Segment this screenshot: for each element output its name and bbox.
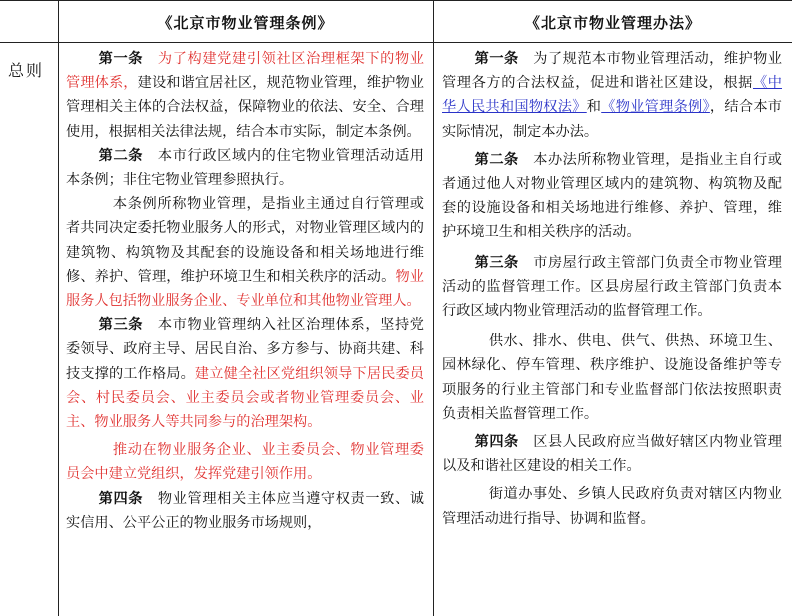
article-text: 建设和谐宜居社区，规范物业管理，维护物业管理相关主体的合法权益，保障物业的依法、安全、合理使用，根据相关法律法规，结合本市实际，制定本条例。 — [66, 75, 424, 140]
article-text: 区县人民政府应当做好辖区内物业管理以及和谐社区建设的相关工作。 — [442, 434, 782, 475]
property-management-regulation-link[interactable]: 《物业管理条例》 — [601, 99, 710, 116]
article-text: 本办法所称物业管理，是指业主自行或者通过他人对物业管理区域内的建筑物、构筑物及配套的设施设备和相关场地进行维修、养护、管理，维护环境卫生和相关秩序的活动。 — [442, 151, 782, 241]
article-text: 本市行政区域内的住宅物业管理活动适用本条例；非住宅物业管理参照执行。 — [66, 147, 424, 189]
highlighted-change: 建立健全社区党组织领导下居民委员会、村民委员会、业主委员会或者物业管理委员会、业主、物业服务人等共同参与的治理架构。 — [66, 365, 424, 431]
right-article-4 — [442, 430, 782, 478]
left-article-4 — [66, 487, 424, 535]
left-article-3-paragraph-2 — [66, 438, 424, 486]
article-title: 第三条 — [98, 317, 144, 334]
article-title: 第三条 — [474, 254, 519, 271]
article-title: 第四条 — [474, 434, 519, 451]
left-article-2 — [66, 144, 424, 192]
highlighted-change: 推动在物业服务企业、业主委员会、物业管理委员会中建立党组织，发挥党建引领作用。 — [66, 442, 424, 483]
article-title: 第二条 — [474, 151, 519, 168]
left-article-2-paragraph-2 — [66, 192, 424, 313]
article-title: 第四条 — [98, 490, 144, 507]
left-article-1 — [66, 47, 424, 144]
left-column-header: 《北京市物业管理条例》 — [157, 14, 334, 32]
right-article-3 — [442, 251, 782, 324]
article-text: 市房屋行政主管部门负责全市物业管理活动的监督管理工作。区县房屋行政主管部门负责本行政区域内物业管理活动的监督管理工作。 — [442, 254, 782, 320]
article-text: 供水、排水、供电、供气、供热、环境卫生、园林绿化、停车管理、秩序维护、设施设备维护等专项服务的行业主管部门和专业监督部门依法按照职责负责相关监督管理工作。 — [442, 333, 782, 422]
civil-property-law-link[interactable]: 《中华人民共和国物权法》 — [442, 75, 782, 116]
right-column-text — [442, 47, 782, 531]
right-article-2 — [442, 148, 782, 245]
category-column-border — [58, 0, 59, 616]
article-text: 为了规范本市物业管理活动，维护物业管理各方的合法权益，促进和谐社区建设，根据 — [442, 51, 782, 92]
article-text: 和 — [586, 99, 602, 116]
article-title: 第一条 — [98, 51, 144, 67]
header-divider — [0, 42, 792, 43]
article-title: 第一条 — [474, 51, 519, 67]
article-text: 本市物业管理纳入社区治理体系，坚持党委领导、政府主导、居民自治、多方参与、协商共建、科技支撑的工作格局。 — [66, 317, 424, 382]
left-article-3 — [66, 313, 424, 434]
right-column-header: 《北京市物业管理办法》 — [524, 14, 701, 32]
article-text: ，结合本市实际情况，制定本办法。 — [442, 99, 782, 140]
right-article-3-paragraph-2 — [442, 329, 782, 426]
article-text: 街道办事处、乡镇人民政府负责对辖区内物业管理活动进行指导、协调和监督。 — [442, 486, 782, 527]
article-title: 第二条 — [98, 147, 144, 164]
column-divider — [433, 0, 434, 616]
right-article-1 — [442, 47, 782, 144]
right-article-4-paragraph-2 — [442, 482, 782, 530]
category-label: 总则 — [8, 61, 45, 80]
highlighted-change: 物业服务人包括物业服务企业、专业单位和其他物业管理人。 — [66, 268, 424, 310]
table-top-border — [0, 0, 792, 1]
left-column-text — [66, 47, 424, 535]
article-text: 本条例所称物业管理，是指业主通过自行管理或者共同决定委托物业服务人的形式，对物业管理区域内的建筑物、构筑物及其配套的设施设备和相关场地进行维修、养护、管理，维护环境卫生和相关秩序的活动。 — [66, 196, 424, 285]
article-text: 物业管理相关主体应当遵守权责一致、诚实信用、公平公正的物业服务市场规则， — [66, 490, 424, 531]
highlighted-change: 为了构建党建引领社区治理框架下的物业管理体系， — [66, 51, 424, 92]
